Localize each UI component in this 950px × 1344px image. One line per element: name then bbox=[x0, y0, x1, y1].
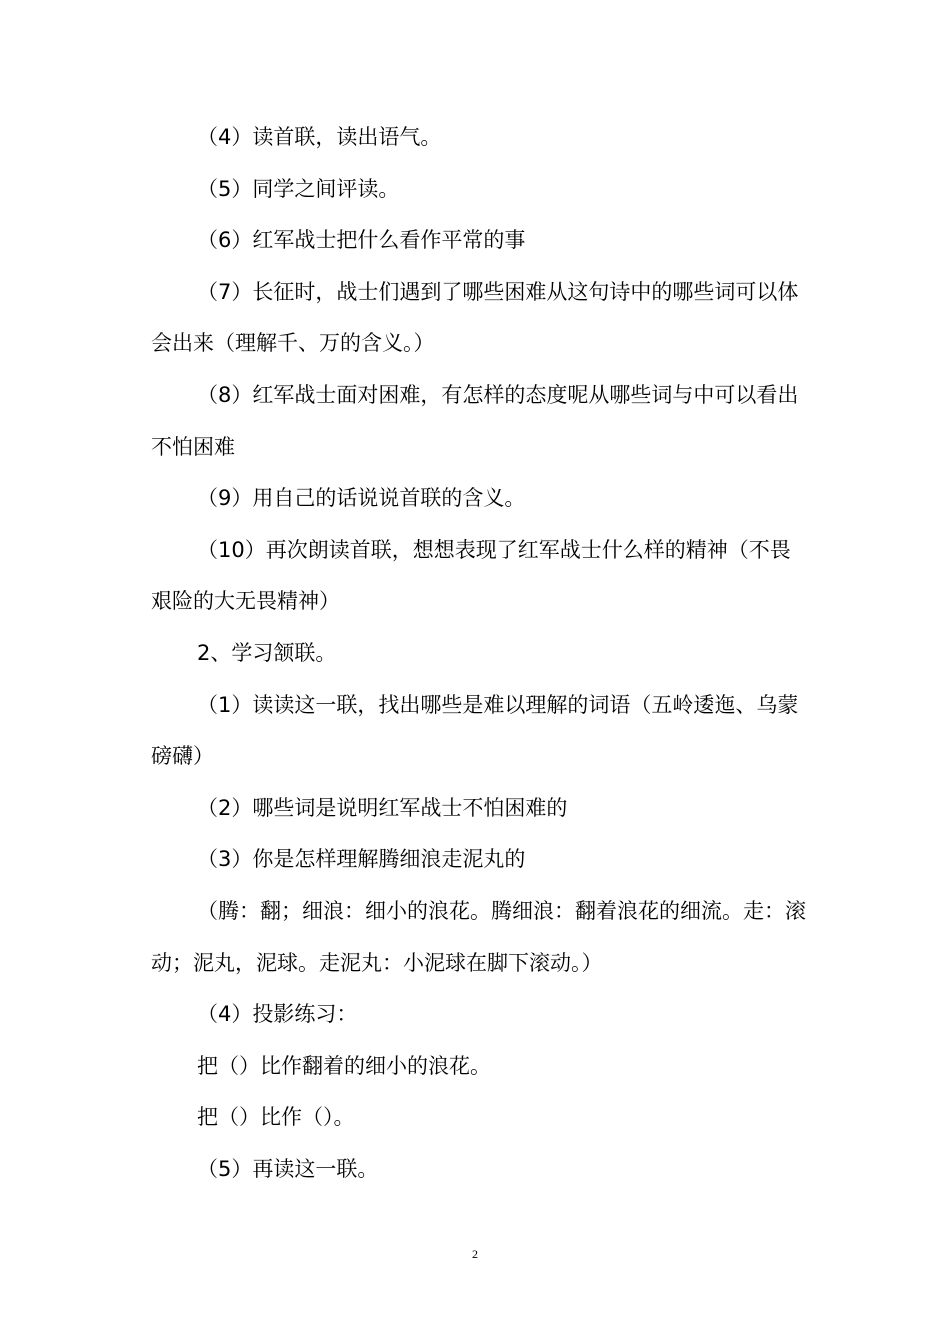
paragraph: （2）哪些词是说明红军战士不怕困难的 bbox=[197, 795, 568, 820]
document-body bbox=[151, 112, 811, 1195]
paragraph: （4）投影练习： bbox=[197, 1002, 358, 1027]
paragraph: （5）同学之间评读。 bbox=[197, 176, 400, 201]
paragraph: 把（）比作（）。 bbox=[197, 1105, 355, 1130]
paragraph: （1）读读这一联，找出哪些是难以理解的词语（五岭逶迤、乌蒙磅礴） bbox=[151, 692, 799, 769]
page-number: 2 bbox=[472, 1247, 478, 1261]
paragraph: （8）红军战士面对困难，有怎样的态度呢从哪些词与中可以看出不怕困难 bbox=[151, 382, 799, 459]
paragraph: （9）用自己的话说说首联的含义。 bbox=[197, 486, 526, 511]
paragraph: （4）读首联，读出语气。 bbox=[197, 125, 442, 149]
paragraph: （6）红军战士把什么看作平常的事 bbox=[197, 228, 526, 253]
section-heading: 2、学习颔联。 bbox=[197, 640, 337, 665]
paragraph: （腾：翻；细浪：细小的浪花。腾细浪：翻着浪花的细流。走：滚动；泥丸，泥球。走泥丸：小泥球在脚下滚动。） bbox=[151, 898, 806, 975]
paragraph: （10）再次朗读首联，想想表现了红军战士什么样的精神（不畏艰险的大无畏精神） bbox=[151, 537, 791, 614]
paragraph: 把（）比作翻着的细小的浪花。 bbox=[197, 1053, 491, 1078]
paragraph: （3）你是怎样理解腾细浪走泥丸的 bbox=[197, 847, 526, 872]
paragraph: （5）再读这一联。 bbox=[197, 1156, 379, 1181]
paragraph: （7）长征时，战士们遇到了哪些困难从这句诗中的哪些词可以体会出来（理解千、万的含义。） bbox=[151, 279, 799, 356]
